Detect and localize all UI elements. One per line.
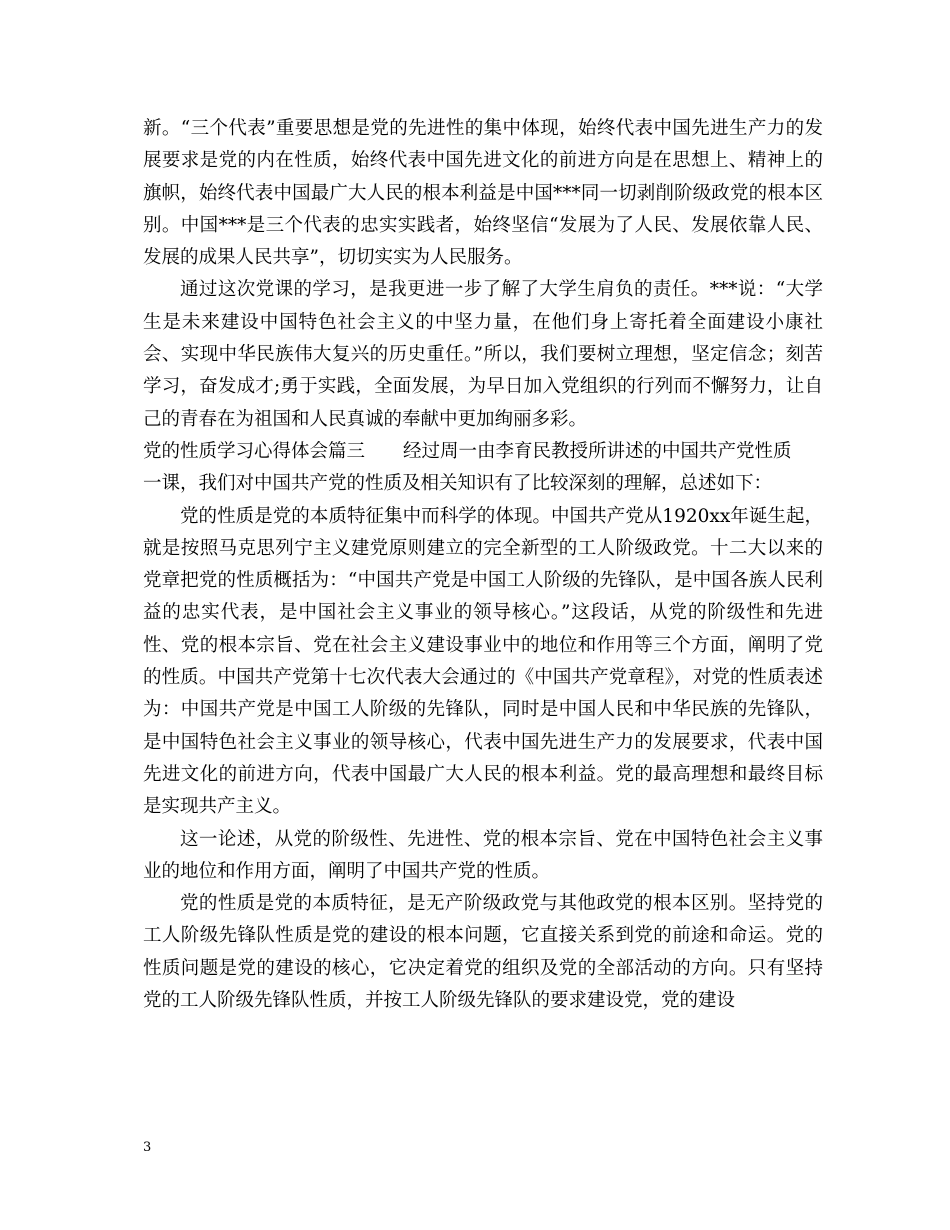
document-body <box>143 113 823 1017</box>
section-title: 党的性质学习心得体会篇三 <box>143 440 366 462</box>
paragraph-party-lesson: 通过这次党课的学习，是我更进一步了解了大学生肩负的责任。***说：“大学生是未来建设中国特色社会主义的中坚力量，在他们身上寄托着全面建设小康社会、实现中华民族伟大复兴的历史重任。”所以，我们要树立理想，坚定信念；刻苦学习，奋发成才;勇于实践，全面发展，为早日加入党组织的行列而不懈努力，让自己的青春在为祖国和人民真诚的奉献中更加绚丽多彩。 <box>143 279 823 430</box>
paragraph-discussion: 这一论述，从党的阶级性、先进性、党的根本宗旨、党在中国特色社会主义事业的地位和作用方面，阐明了中国共产党的性质。 <box>143 828 823 882</box>
paragraph-essential-feature: 党的性质是党的本质特征，是无产阶级政党与其他政党的根本区别。坚持党的工人阶级先锋队性质是党的建设的根本问题，它直接关系到党的前途和命运。党的性质问题是党的建设的核心，它决定着党的组织及党的全部活动的方向。只有坚持党的工人阶级先锋队性质，并按工人阶级先锋队的要求建设党，党的建设 <box>143 893 823 1012</box>
section-intro-rest: 一课，我们对中国共产党的性质及相关知识有了比较深刻的理解，总述如下： <box>143 473 773 495</box>
section-intro-first: 经过周一由李育民教授所讲述的中国共产党性质 <box>403 440 792 462</box>
paragraph-continuation: 新。“三个代表”重要思想是党的先进性的集中体现，始终代表中国先进生产力的发展要求是党的内在性质，始终代表中国先进文化的前进方向是在思想上、精神上的旗帜，始终代表中国最广大人民的根本利益是中国***同一切剥削阶级政党的根本区别。中国***是三个代表的忠实实践者，始终坚信“发展为了人民、发展依靠人民、发展的成果人民共享”，切切实实为人民服务。 <box>143 118 823 269</box>
paragraph-party-nature: 党的性质是党的本质特征集中而科学的体现。中国共产党从1920xx年诞生起，就是按照马克思列宁主义建党原则建立的完全新型的工人阶级政党。十二大以来的党章把党的性质概括为：“中国共产党是中国工人阶级的先锋队，是中国各族人民利益的忠实代表，是中国社会主义事业的领导核心。”这段话，从党的阶级性和先进性、党的根本宗旨、党在社会主义建设事业中的地位和作用等三个方面，阐明了党的性质。中国共产党第十七次代表大会通过的《中国共产党章程》，对党的性质表述为：中国共产党是中国工人阶级的先锋队，同时是中国人民和中华民族的先锋队，是中国特色社会主义事业的领导核心，代表中国先进生产力的发展要求，代表中国先进文化的前进方向，代表中国最广大人民的根本利益。党的最高理想和最终目标是实现共产主义。 <box>143 505 823 818</box>
page-number: 3 <box>143 1140 152 1155</box>
section-heading-line <box>143 436 823 468</box>
